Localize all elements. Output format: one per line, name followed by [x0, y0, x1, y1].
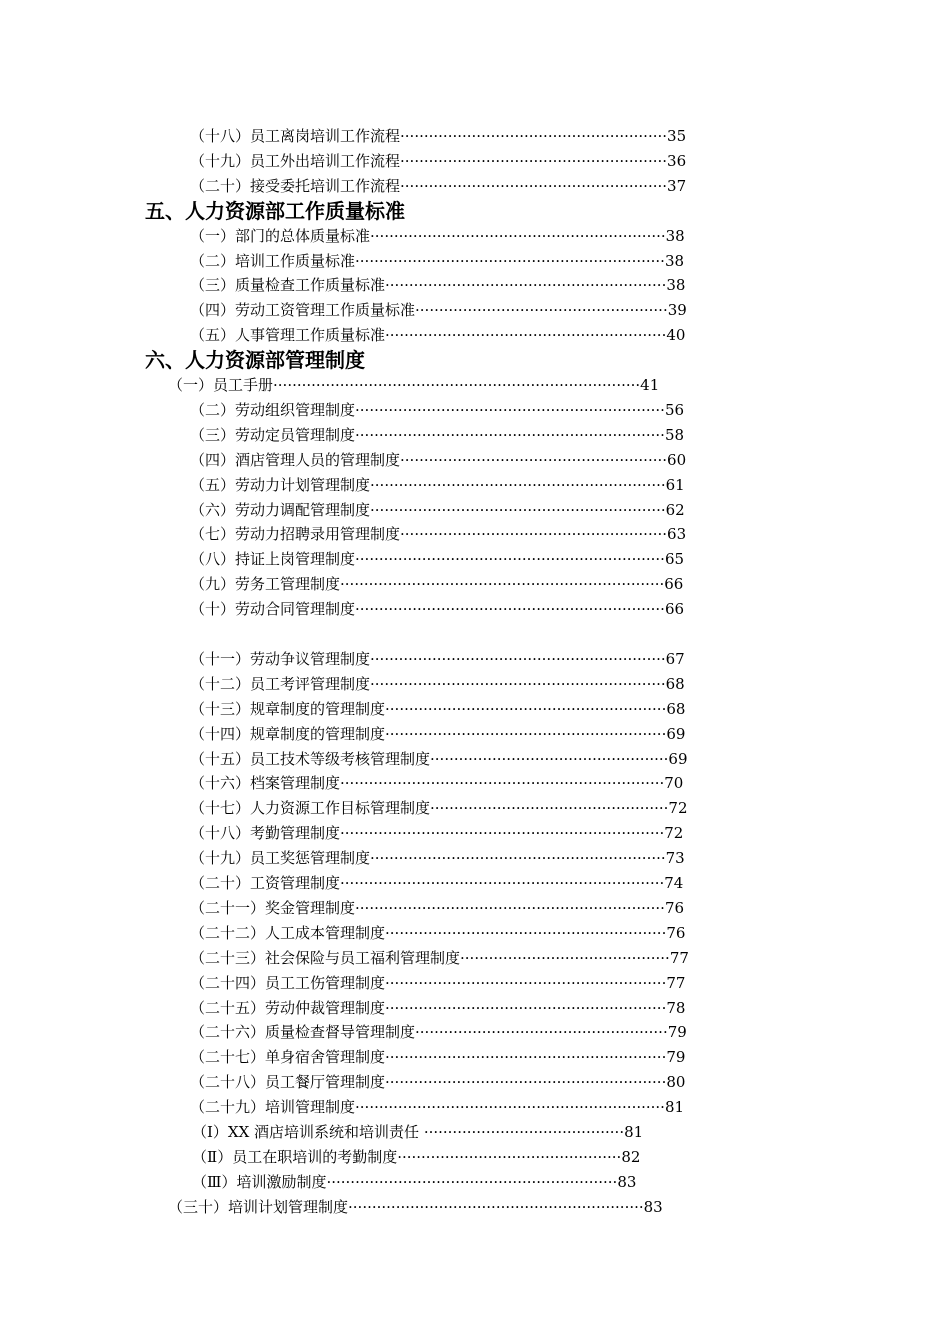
toc-leader-dots: ··························································· [385, 973, 667, 992]
toc-entry[interactable] [190, 822, 703, 844]
toc-entry[interactable] [190, 125, 703, 147]
toc-leader-dots: ··························································· [385, 923, 667, 942]
toc-entry[interactable] [190, 449, 703, 471]
toc-leader-dots: ··························································· [385, 1048, 667, 1067]
toc-entry-title: （十五）员工技术等级考核管理制度 [190, 749, 431, 768]
toc-entry[interactable] [190, 1046, 703, 1068]
toc-entry-title: （二）劳动组织管理制度 [190, 400, 356, 419]
toc-page-number: 76 [666, 923, 686, 942]
toc-entry[interactable] [190, 1021, 703, 1043]
toc-page-number: 72 [668, 799, 688, 818]
toc-entry-title: （三）质量检查工作质量标准 [190, 276, 386, 295]
toc-leader-dots: ······························································ [370, 649, 666, 668]
toc-leader-dots: ············································ [460, 948, 670, 967]
toc-page-number: 78 [666, 998, 686, 1017]
toc-entry-title: （二十三）社会保险与员工福利管理制度 [190, 948, 461, 967]
toc-entry[interactable] [190, 548, 703, 570]
toc-leader-dots: ······························································ [348, 1197, 644, 1216]
toc-page-number: 68 [665, 674, 685, 693]
toc-leader-dots: ························································ [400, 176, 668, 195]
section-heading: 六、人力资源部管理制度 [145, 348, 365, 373]
toc-leader-dots: ·················································· [430, 749, 669, 768]
toc-leader-dots: ································································· [355, 400, 665, 419]
toc-entry-title: （十三）规章制度的管理制度 [190, 699, 386, 718]
toc-entry-title: （三）劳动定员管理制度 [190, 425, 356, 444]
toc-entry[interactable] [190, 299, 703, 321]
toc-page-number: 36 [667, 151, 687, 170]
toc-page-number: 81 [624, 1123, 644, 1141]
toc-entry[interactable] [190, 523, 703, 545]
toc-entry-title: （七）劳动力招聘录用管理制度 [190, 525, 401, 544]
toc-entry[interactable] [190, 648, 703, 670]
toc-entry[interactable] [190, 499, 703, 521]
toc-leader-dots: ···································································· [340, 774, 665, 793]
toc-entry-title: （二十六）质量检查督导管理制度 [190, 1023, 416, 1042]
toc-entry[interactable] [190, 573, 703, 595]
toc-entry[interactable] [168, 374, 680, 396]
toc-leader-dots: ····················································· [415, 301, 668, 320]
toc-entry[interactable] [190, 673, 703, 695]
toc-leader-dots: ···································································· [340, 575, 665, 594]
toc-leader-dots: ··························································· [385, 699, 667, 718]
toc-entry-title: （二十一）奖金管理制度 [190, 898, 356, 917]
toc-entry-title: （四）酒店管理人员的管理制度 [190, 450, 401, 469]
toc-entry-title: （一）部门的总体质量标准 [190, 226, 371, 245]
toc-entry[interactable] [190, 997, 703, 1019]
toc-entry[interactable] [190, 748, 703, 770]
toc-entry[interactable] [168, 1196, 680, 1218]
toc-leader-dots: ··············································· [397, 1147, 622, 1166]
toc-entry-title: （二十二）人工成本管理制度 [190, 923, 386, 942]
toc-page-number: 65 [664, 550, 685, 569]
toc-leader-dots: ································································· [355, 425, 665, 444]
toc-page-number: 73 [665, 849, 685, 868]
toc-leader-dots: ····························································· [326, 1172, 618, 1191]
toc-entry[interactable] [190, 797, 703, 819]
toc-leader-dots: ························································ [400, 450, 668, 469]
toc-page-number: 66 [664, 575, 684, 594]
toc-page-number: 68 [666, 699, 686, 718]
toc-page-number: 40 [666, 326, 686, 345]
toc-page-number: 37 [667, 176, 687, 195]
toc-entry-title: （四）劳动工资管理工作质量标准 [190, 301, 416, 320]
toc-page-number: 62 [665, 500, 685, 519]
toc-entry-title: （三十）培训计划管理制度 [168, 1197, 349, 1216]
toc-leader-dots: ································································· [355, 550, 665, 569]
toc-entry-title: （二十八）员工餐厅管理制度 [190, 1073, 386, 1092]
toc-page-number: 35 [667, 127, 687, 145]
toc-entry-title: （二十九）培训管理制度 [190, 1098, 356, 1117]
toc-entry-title: （二十七）单身宿舍管理制度 [190, 1048, 386, 1067]
toc-entry-title: （十八）员工离岗培训工作流程 [190, 127, 401, 145]
toc-entry-title: （十九）员工奖惩管理制度 [190, 849, 371, 868]
toc-page-number: 60 [667, 450, 687, 469]
toc-entry[interactable] [190, 175, 703, 197]
toc-leader-dots: ······························································ [370, 226, 666, 245]
toc-page-number: 56 [664, 400, 685, 419]
toc-page-number: 38 [664, 251, 685, 270]
toc-entry-title: （二十）接受委托培训工作流程 [190, 176, 401, 195]
toc-leader-dots: ··························································· [385, 326, 667, 345]
toc-page-number: 80 [666, 1073, 686, 1092]
toc-leader-dots: ··························································· [385, 1073, 667, 1092]
toc-entry[interactable] [190, 399, 703, 421]
toc-leader-dots: ·················································· [430, 799, 669, 818]
toc-entry[interactable] [190, 947, 703, 969]
toc-entry[interactable] [190, 872, 703, 894]
toc-page-number: 77 [669, 948, 689, 967]
toc-entry-title: （十二）员工考评管理制度 [190, 674, 371, 693]
toc-entry[interactable] [190, 474, 703, 496]
toc-leader-dots: ······························································ [370, 500, 666, 519]
toc-page-number: 74 [664, 874, 684, 892]
toc-page-number: 67 [665, 649, 685, 668]
toc-entry-title: （十一）劳动争议管理制度 [190, 649, 371, 668]
toc-entry[interactable] [190, 1071, 703, 1093]
toc-leader-dots: ······························································ [370, 475, 666, 494]
toc-page-number: 83 [617, 1172, 637, 1191]
toc-page-number: 79 [666, 1048, 686, 1067]
toc-entry-title: （十六）档案管理制度 [190, 774, 341, 793]
toc-leader-dots: ································································· [355, 1098, 665, 1117]
toc-entry-title: （五）劳动力计划管理制度 [190, 475, 371, 494]
section-heading: 五、人力资源部工作质量标准 [145, 198, 405, 223]
toc-entry[interactable] [192, 1146, 655, 1168]
toc-entry-title: （二十）工资管理制度 [190, 874, 341, 892]
toc-leader-dots: ························································ [400, 127, 668, 145]
toc-entry[interactable] [190, 698, 703, 720]
toc-page-number: 66 [664, 600, 685, 619]
toc-entry[interactable] [190, 772, 703, 794]
toc-entry[interactable] [190, 274, 703, 296]
toc-entry-title: （八）持证上岗管理制度 [190, 550, 356, 569]
toc-entry[interactable] [190, 723, 703, 745]
toc-leader-dots: ································································· [355, 251, 665, 270]
toc-entry[interactable] [190, 250, 703, 272]
toc-leader-dots: ································································· [355, 600, 665, 619]
toc-entry[interactable] [190, 1096, 703, 1118]
toc-leader-dots: ···································································· [340, 874, 665, 892]
toc-entry-title: （六）劳动力调配管理制度 [190, 500, 371, 519]
toc-entry-title: （十）劳动合同管理制度 [190, 600, 356, 619]
toc-entry[interactable] [190, 897, 703, 919]
toc-page-number: 77 [666, 973, 686, 992]
toc-entry[interactable] [192, 1171, 655, 1193]
toc-entry-title: （Ⅰ）XX 酒店培训系统和培训责任 [192, 1123, 424, 1141]
toc-leader-dots: ····················································· [415, 1023, 668, 1042]
toc-leader-dots: ···································································· [340, 824, 665, 843]
toc-entry-title: （二十五）劳动仲裁管理制度 [190, 998, 386, 1017]
toc-entry[interactable] [190, 972, 703, 994]
toc-entry-title: （十四）规章制度的管理制度 [190, 724, 386, 743]
toc-page-number: 79 [667, 1023, 687, 1042]
toc-page-number: 81 [664, 1098, 685, 1117]
toc-leader-dots: ··························································· [385, 998, 667, 1017]
toc-entry[interactable] [190, 424, 703, 446]
toc-entry[interactable] [192, 1121, 655, 1143]
toc-entry-title: （二）培训工作质量标准 [190, 251, 356, 270]
toc-leader-dots: ··························································· [385, 724, 667, 743]
toc-page-number: 61 [665, 475, 685, 494]
toc-entry[interactable] [190, 225, 703, 247]
toc-leader-dots: ························································ [400, 525, 668, 544]
toc-page-number: 39 [667, 301, 687, 320]
toc-leader-dots: ··························································· [385, 276, 667, 295]
toc-page-number: 83 [643, 1197, 663, 1216]
toc-leader-dots: ························································ [400, 151, 668, 170]
toc-page-number: 82 [621, 1147, 641, 1166]
toc-entry[interactable] [190, 150, 703, 172]
toc-page-number: 63 [667, 525, 687, 544]
toc-leader-dots: ································································· [355, 898, 665, 917]
toc-entry-title: （十七）人力资源工作目标管理制度 [190, 799, 431, 818]
toc-entry[interactable] [190, 922, 703, 944]
toc-page-number: 58 [664, 425, 685, 444]
toc-leader-dots: ······························································ [370, 674, 666, 693]
toc-page-number: 38 [665, 226, 685, 245]
toc-page-number: 69 [666, 724, 686, 743]
toc-entry-title: （一）员工手册 [168, 376, 274, 394]
toc-entry[interactable] [190, 598, 703, 620]
toc-entry-title: （五）人事管理工作质量标准 [190, 326, 386, 345]
toc-leader-dots: ······························································ [370, 849, 666, 868]
toc-entry-title: （九）劳务工管理制度 [190, 575, 341, 594]
toc-page-number: 38 [666, 276, 686, 295]
toc-leader-dots: ············································································· [273, 376, 641, 394]
toc-entry-title: （Ⅱ）员工在职培训的考勤制度 [192, 1147, 398, 1166]
toc-page-number: 76 [664, 898, 685, 917]
toc-entry[interactable] [190, 847, 703, 869]
toc-entry-title: （Ⅲ）培训激励制度 [192, 1172, 327, 1191]
toc-leader-dots: ·········································· [423, 1123, 625, 1141]
toc-entry-title: （二十四）员工工伤管理制度 [190, 973, 386, 992]
toc-page-number: 72 [664, 824, 684, 843]
toc-entry[interactable] [190, 324, 703, 346]
toc-entry-title: （十八）考勤管理制度 [190, 824, 341, 843]
toc-page-number: 69 [668, 749, 688, 768]
toc-page-number: 41 [640, 376, 660, 394]
toc-page-number: 70 [664, 774, 684, 793]
toc-entry-title: （十九）员工外出培训工作流程 [190, 151, 401, 170]
